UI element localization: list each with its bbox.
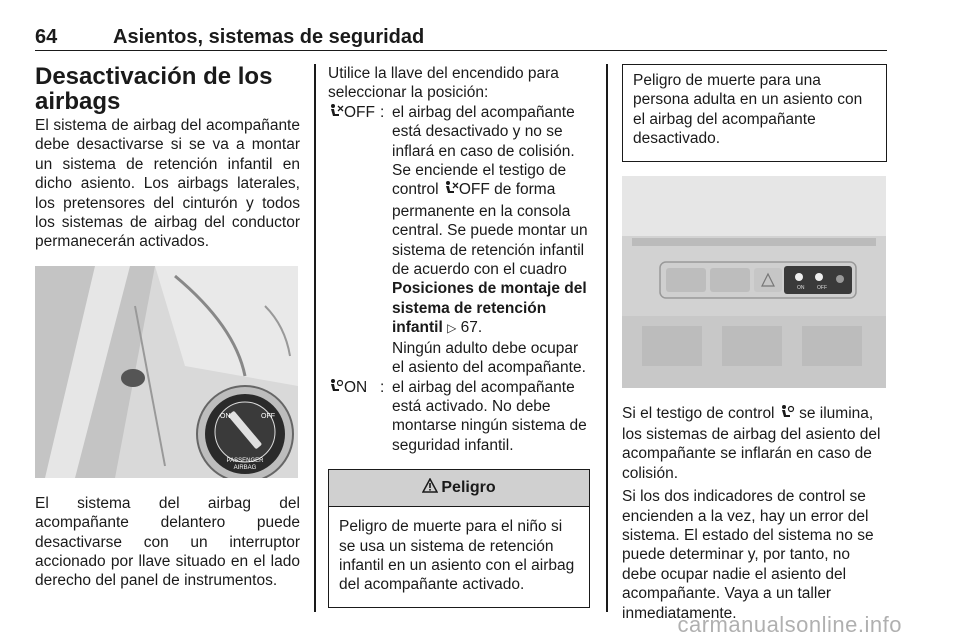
- dashboard-illustration: [622, 176, 886, 388]
- key-switch-photo: [35, 266, 298, 478]
- chapter-title: Asientos, sistemas de seguridad: [113, 26, 425, 48]
- definition-off: OFF : el airbag del acompañante está desactivado y no se inflará en caso de colisión. Se enciende el testigo de control OFF de forma permanente en la consola central. Se puede montar un sistema de retención infantil de acuerdo con el cuadro Posiciones de montaje del sistema de retención infantil ▷ 67. Ningún adulto debe ocupar el asiento del acompañante.: [328, 103, 590, 378]
- danger-box: [328, 469, 590, 608]
- watermark: carmanualsonline.info: [677, 612, 902, 637]
- indicator-off-text: OFF: [458, 181, 490, 199]
- dash-label-on: ON: [797, 284, 805, 291]
- dashboard-indicator-photo: [622, 176, 886, 388]
- airbag-on-icon: [328, 378, 344, 399]
- airbag-off-icon: [443, 180, 459, 201]
- column-divider: [606, 64, 608, 612]
- column-3: [622, 64, 887, 623]
- column-2: [328, 64, 590, 608]
- intro-paragraph: El sistema de airbag del acompañante debe desactivarse si se va a montar un sistema de retención infantil en dicho asiento. Los airbags laterales, los pretensores del cinturón y todos los sistemas de airbag del conductor permanecerán activados.: [35, 117, 300, 251]
- cross-reference-title: Posiciones de montaje del sistema de retención infantil: [392, 280, 587, 337]
- select-position-paragraph: Utilice la llave del encendido para seleccionar la posición:: [328, 65, 559, 102]
- definition-text: Ningún adulto debe ocupar el asiento del acompañante.: [392, 339, 586, 377]
- danger-header: [329, 469, 589, 507]
- column-1: [35, 64, 300, 591]
- switch-label-passenger: PASSENGER: [226, 457, 264, 464]
- after-photo-paragraph: El sistema del airbag del acompañante delantero puede desactivarse con un interruptor accionado por llave situado en el lado derecho del panel de instrumentos.: [35, 494, 300, 590]
- airbag-on-icon: [779, 404, 795, 425]
- definition-text: el airbag del acompañante está activado. No debe montarse ningún sistema de seguridad infantil.: [392, 378, 587, 454]
- danger-box-continued: Peligro de muerte para una persona adulta en un asiento con el airbag del acompañante desactivado.: [622, 64, 887, 162]
- warning-triangle-icon: [422, 478, 438, 498]
- danger-text: Peligro de muerte para el niño si se usa un sistema de retención infantil en un asiento con el airbag del acompañante activado.: [339, 518, 575, 594]
- danger-title: Peligro: [441, 479, 496, 497]
- column-divider: [314, 64, 316, 612]
- door-switch-illustration: [35, 266, 298, 478]
- definition-text: el airbag del acompañante está desactivado y no se inflará en caso de colisión. Se enciende el testigo de control: [392, 103, 575, 199]
- position-definitions: [328, 103, 590, 455]
- switch-label-off: OFF: [261, 412, 275, 420]
- error-paragraph: Si los dos indicadores de control se encienden a la vez, hay un error del sistema. El estado del sistema no se puede determinar y, por tanto, no debe ocupar nadie el asiento del acompañante. Vaya a un taller inmediatamente.: [622, 488, 874, 622]
- airbag-off-icon: [328, 103, 344, 124]
- definition-on: ON : el airbag del acompañante está activado. No debe montarse ningún sistema de seguridad infantil.: [328, 378, 590, 456]
- term-off: OFF: [344, 103, 375, 121]
- switch-label-airbag: AIRBAG: [233, 464, 257, 471]
- dash-label-off: OFF: [817, 284, 827, 291]
- page-ref-link[interactable]: 67.: [460, 319, 483, 337]
- indicator-paragraph: Si el testigo de control se ilumina, los sistemas de airbag del asiento del acompañante se inflarán en caso de colisión.: [622, 404, 881, 482]
- definition-text: de forma permanente en la consola central. Se puede montar un sistema de retención infantil de acuerdo con el cuadro: [392, 181, 588, 279]
- page-header: [35, 26, 887, 51]
- term-on: ON: [344, 378, 368, 396]
- page-ref-arrow-icon: ▷: [447, 321, 457, 336]
- page-number: 64: [35, 26, 58, 48]
- switch-label-on: ON: [220, 412, 231, 420]
- section-title: Desactivación de los airbags: [35, 63, 273, 115]
